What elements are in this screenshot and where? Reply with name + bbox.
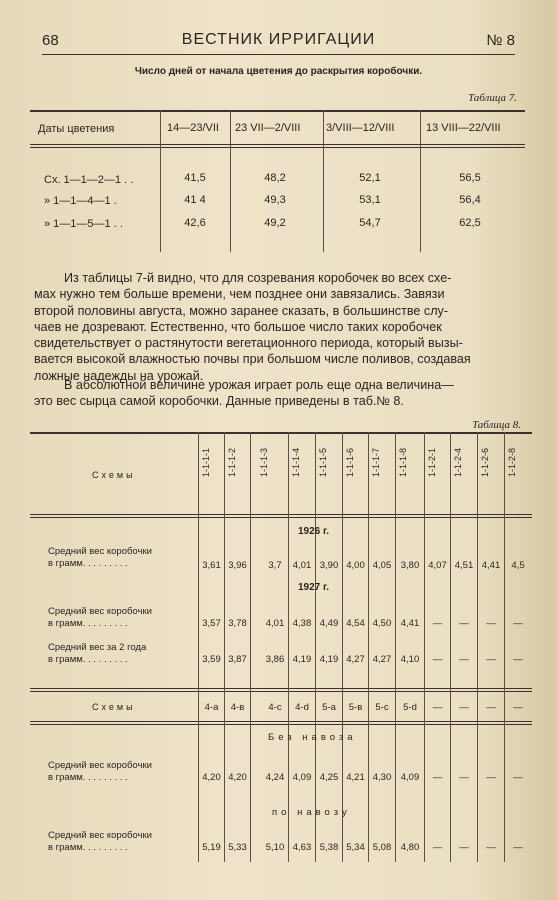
row-label: Средний вес коробочки в грамм. . . . . . . . . [48,830,152,853]
scheme-cell: 4-d [295,702,309,713]
cell-value: 3,86 [265,654,285,665]
table7 [30,110,525,252]
cell-value: 3,87 [228,654,247,665]
cell-value: 4,24 [265,772,285,783]
table-rule [30,110,525,112]
cell-value: 3,59 [202,654,221,665]
table-rule [30,432,532,434]
column-divider [198,432,199,862]
cell-value: 5,19 [202,842,221,853]
scheme-column-header: 1-1-2-8 [507,447,517,477]
table7-cell: 42,6 [184,217,206,229]
scheme-cell: 5-в [348,702,363,713]
year-1926: 1926 г. [298,526,329,537]
cell-value: 4,49 [319,618,339,629]
text-line: это вес сырца самой коробочки. Данные приведены в таб.№ 8. [34,394,404,409]
page-number: 68 [42,32,59,49]
cell-value: — [486,618,496,629]
table7-cell: 54,7 [359,217,381,229]
cell-value: 3,61 [202,560,221,571]
table7-row-label: » 1—1—5—1 . . [44,218,123,230]
cell-value: — [432,842,443,853]
table7-header: 14—23/VII [167,122,219,134]
column-divider [395,432,396,862]
scheme-cell: 5-d [403,702,417,713]
scheme-column-header: 1-1-1-8 [398,447,408,477]
table7-cell: 52,1 [359,172,381,184]
cell-value: 4,10 [400,654,420,665]
cell-value: 4,21 [346,772,365,783]
table7-row-label: » 1—1—4—1 . [44,195,117,207]
table7-caption: Число дней от начала цветения до раскрытия коробочки. [134,66,423,77]
cell-value: 4,00 [346,560,365,571]
cell-value: — [459,618,469,629]
scheme-cell: 5-а [322,702,336,713]
no-manure-subheader: Без навоза [268,732,357,743]
cell-value: 4,20 [202,772,221,783]
schemes-header: Схемы [92,702,136,712]
cell-value: 4,27 [346,654,365,665]
cell-value: 5,33 [228,842,247,853]
cell-value: — [459,654,469,665]
table7-row-label: Сх. 1—1—2—1 . . [44,174,134,186]
scheme-column-header: 1-1-1-3 [259,447,269,477]
cell-value: 3,78 [228,618,247,629]
scheme-cell: 4-с [268,702,282,713]
table7-header: 3/VIII—12/VIII [326,122,395,134]
cell-value: 4,54 [346,618,365,629]
column-divider [420,110,421,252]
table7-header: Даты цветения [38,123,115,135]
table-rule [30,147,525,148]
cell-value: 4,41 [481,560,501,571]
column-divider [230,110,231,252]
text-line: вается высокой влажностью почвы при большом числе поливов, создавая [34,352,471,367]
row-label: Средний вес коробочки в грамм. . . . . . . . . [48,760,152,783]
text-line: мах нужно тем больше времени, чем позднее они завязались. Завязи [34,287,445,302]
table7-cell: 53,1 [359,194,381,206]
cell-value: 4,09 [292,772,312,783]
table7-header: 13 VIII—22/VIII [426,122,501,134]
table7-cell: 48,2 [264,172,286,184]
table7-cell: 62,5 [459,217,481,229]
column-divider [250,432,251,862]
table-rule [30,517,532,518]
scheme-column-header: 1-1-1-4 [291,447,301,477]
cell-value: 3,96 [228,560,247,571]
column-divider [450,432,451,862]
cell-value: 4,63 [292,842,312,853]
table7-header: 23 VII—2/VIII [235,122,301,134]
table7-label: Таблица 7. [468,92,517,104]
cell-value: — [432,654,443,665]
table7-cell: 41 4 [184,194,206,206]
journal-title: ВЕСТНИК ИРРИГАЦИИ [181,31,376,48]
column-divider [160,110,161,252]
table7-cell: 56,4 [459,194,481,206]
cell-value: — [486,842,496,853]
scheme-column-header: 1-1-1-7 [371,447,381,477]
cell-value: 4,05 [372,560,392,571]
column-divider [424,432,425,862]
cell-value: 5,38 [319,842,339,853]
scheme-cell: — [432,702,443,713]
column-divider [477,432,478,862]
scheme-cell: — [459,702,469,713]
text-line: второй половины августа, можно заранее сказать, в большинстве слу- [34,303,449,318]
table8-label: Таблица 8. [472,419,521,431]
column-divider [224,432,225,862]
scheme-column-header: 1-1-1-1 [201,447,211,477]
paragraph-1 [34,270,530,384]
cell-value: — [486,772,496,783]
column-divider [323,110,324,252]
text-line: ложные надежды на урожай. [34,368,204,383]
cell-value: 4,09 [400,772,420,783]
page-header [42,30,515,55]
cell-value: 4,30 [372,772,392,783]
cell-value: 4,50 [372,618,392,629]
table-rule [30,144,525,145]
scheme-column-header: 1-1-2-6 [480,447,490,477]
scheme-cell: — [513,702,523,713]
cell-value: 4,01 [265,618,285,629]
column-divider [504,432,505,862]
cell-value: — [459,772,469,783]
cell-value: 4,27 [372,654,392,665]
cell-value: 4,01 [292,560,312,571]
row-label: Средний вес коробочки в грамм. . . . . . . . . [48,606,152,629]
cell-value: 4,51 [454,560,474,571]
table-rule [30,721,532,722]
cell-value: 4,80 [400,842,420,853]
table7-cell: 41,5 [184,172,206,184]
table7-cell: 56,5 [459,172,481,184]
table8 [30,432,532,862]
cell-value: 4,19 [319,654,339,665]
cell-value: — [513,654,523,665]
cell-value: — [513,772,523,783]
paragraph-2 [34,377,530,410]
cell-value: — [432,618,443,629]
text-line: свидетельствует о растянутости вегетационного периода, который вызы- [34,336,463,351]
table-rule [30,691,532,692]
column-divider [368,432,369,862]
table-rule [30,688,532,689]
scheme-cell: — [486,702,496,713]
schemes-header: Схемы [92,470,136,480]
cell-value: 3,7 [268,560,282,571]
table-rule [30,724,532,725]
cell-value: 4,41 [400,618,420,629]
scheme-column-header: 1-1-1-6 [345,447,355,477]
by-manure-subheader: по навозу [272,807,351,818]
column-divider [342,432,343,862]
text-line: чаев не дозревают. Естественно, что большое число таких коробочек [34,319,442,334]
cell-value: 4,25 [319,772,339,783]
row-label: Средний вес за 2 года в грамм. . . . . . . . . [48,642,147,665]
table-rule [30,514,532,515]
issue-number: № 8 [486,32,515,49]
cell-value: 5,10 [265,842,285,853]
column-divider [288,432,289,862]
table7-cell: 49,2 [264,217,286,229]
cell-value: — [513,618,523,629]
cell-value: 4,19 [292,654,312,665]
cell-value: — [432,772,443,783]
scheme-column-header: 1-1-2-1 [427,447,437,477]
cell-value: — [513,842,523,853]
cell-value: 4,20 [228,772,247,783]
scheme-column-header: 1-1-1-2 [227,447,237,477]
cell-value: — [459,842,469,853]
cell-value: — [486,654,496,665]
scheme-column-header: 1-1-1-5 [318,447,328,477]
year-1927: 1927 г. [298,582,329,593]
scheme-cell: 5-с [375,702,389,713]
cell-value: 5,34 [346,842,365,853]
cell-value: 5,08 [372,842,392,853]
cell-value: 4,38 [292,618,312,629]
cell-value: 3,57 [202,618,221,629]
scheme-column-header: 1-1-2-4 [453,447,463,477]
column-divider [315,432,316,862]
text-line: В абсолютной величине урожая играет роль еще одна величина— [64,378,454,392]
table7-cell: 49,3 [264,194,286,206]
text-line: Из таблицы 7-й видно, что для созревания коробочек во всех схе- [64,271,452,285]
cell-value: 4,07 [428,560,447,571]
scheme-cell: 4-а [204,702,219,713]
scheme-cell: 4-в [230,702,245,713]
row-label: Средний вес коробочки в грамм. . . . . . . . . [48,546,152,569]
cell-value: 3,80 [400,560,420,571]
cell-value: 4,5 [511,560,525,571]
cell-value: 3,90 [319,560,339,571]
